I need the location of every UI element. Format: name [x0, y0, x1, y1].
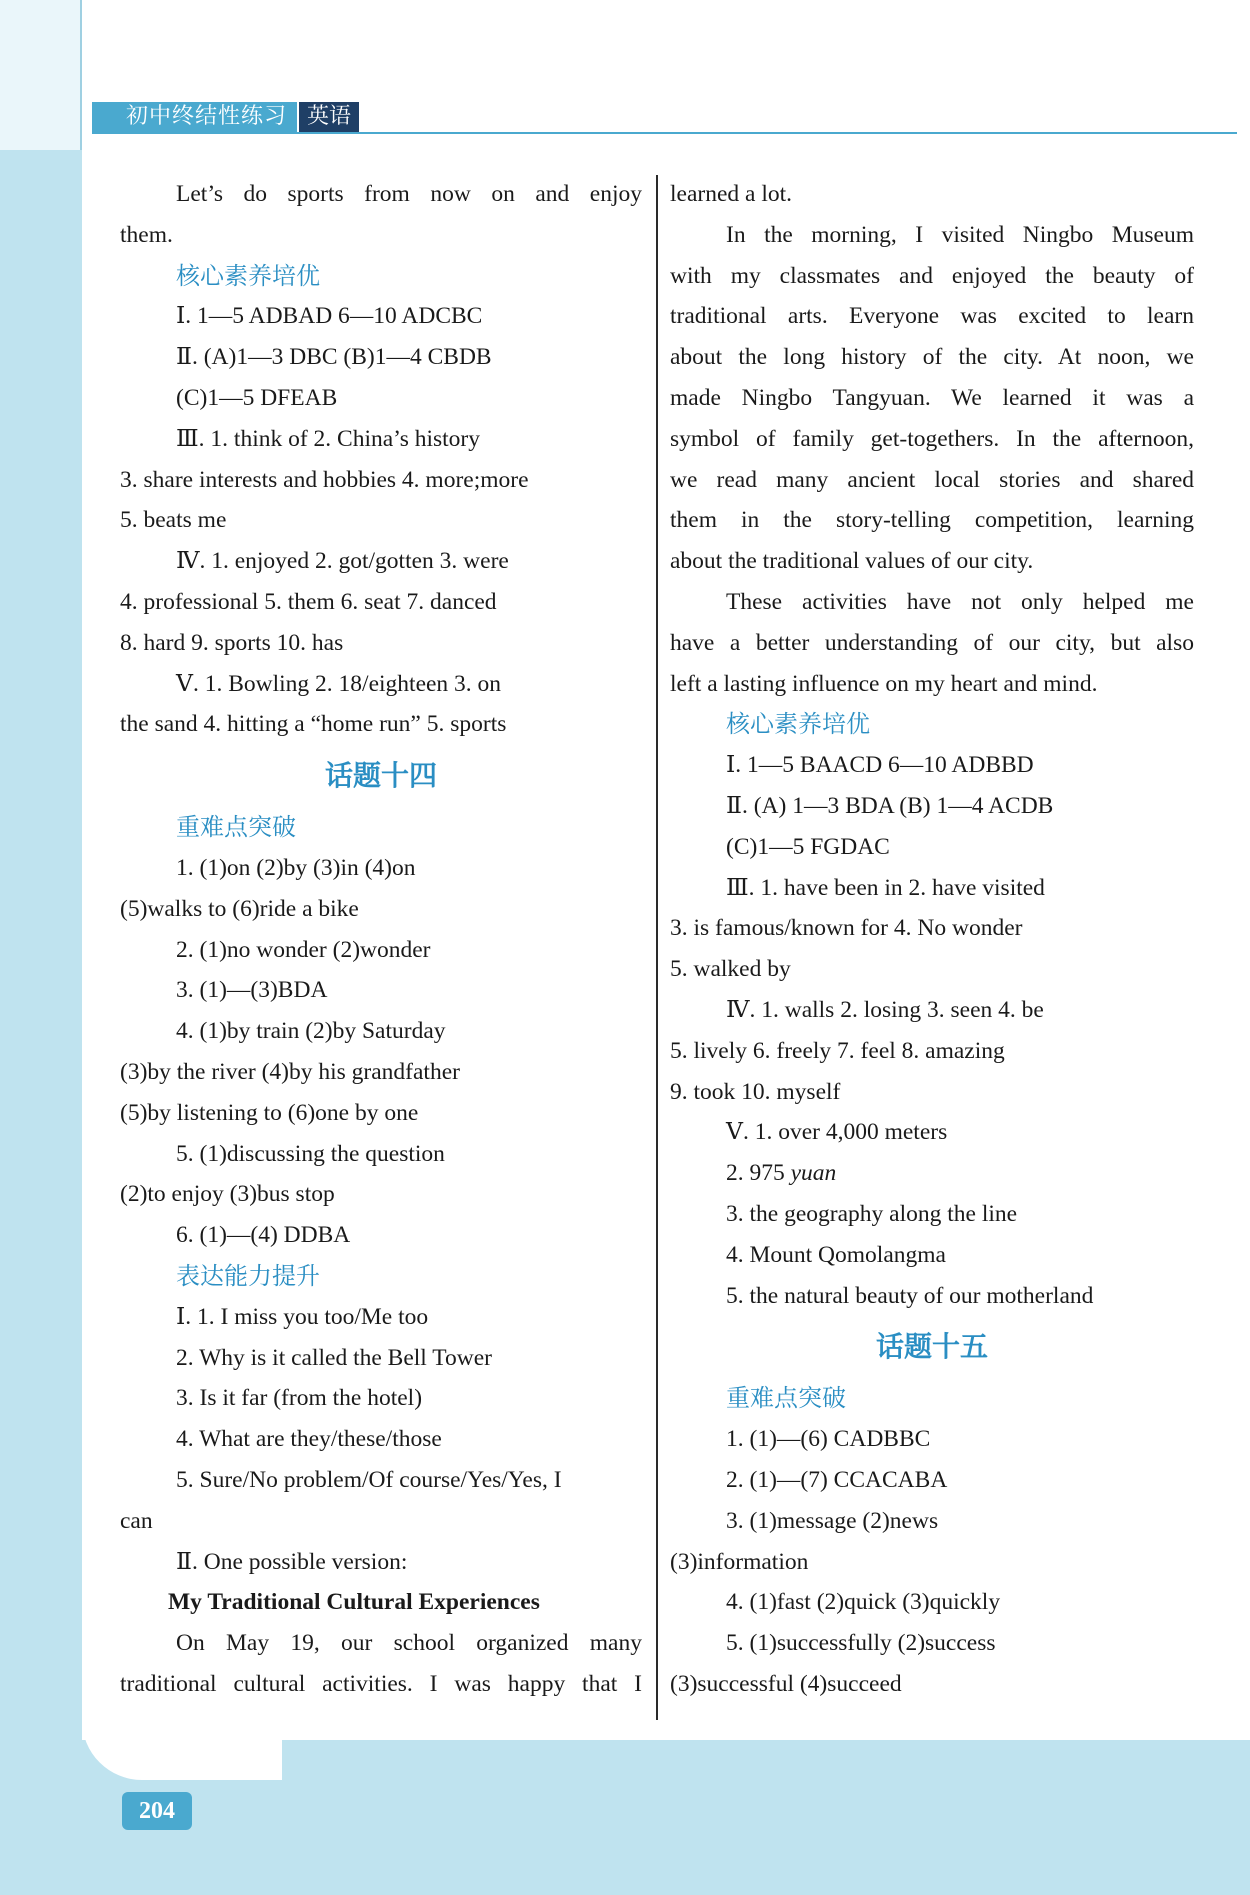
answer-line: 5. the natural beauty of our motherland [726, 1282, 1094, 1309]
answer-line: 4. (1)fast (2)quick (3)quickly [726, 1589, 1001, 1616]
left-margin-band [0, 150, 82, 1740]
answer-line: 5. beats me [120, 507, 227, 534]
answer-line: Ⅱ. (A) 1—3 BDA (B) 1—4 ACDB [726, 792, 1054, 819]
running-header [92, 102, 359, 132]
answer-line: 8. hard 9. sports 10. has [120, 629, 344, 656]
footer-corner [82, 1700, 282, 1780]
text-line: them. [120, 221, 173, 248]
answer-unit: yuan [790, 1160, 837, 1187]
essay-line: with my classmates and enjoyed the beauty of [670, 262, 1194, 289]
answer-line: (3)by the river (4)by his grandfather [120, 1058, 460, 1085]
answer-line: Ⅳ. 1. walls 2. losing 3. seen 4. be [726, 996, 1044, 1023]
answer-line: Ⅱ. One possible version: [176, 1548, 408, 1575]
answer-line: 5. (1)successfully (2)success [726, 1630, 996, 1657]
answer-line: 5. Sure/No problem/Of course/Yes/Yes, I [176, 1466, 562, 1493]
section-heading: 表达能力提升 [176, 1261, 320, 1290]
answer-line: 2. (1)no wonder (2)wonder [176, 936, 431, 963]
answer-line: 1. (1)—(6) CADBBC [726, 1426, 931, 1453]
answer-line: 3. Is it far (from the hotel) [176, 1385, 423, 1412]
header-series-title: 初中终结性练习 [92, 102, 297, 132]
answer-line: the sand 4. hitting a “home run” 5. sports [120, 711, 507, 738]
answer-line: can [120, 1507, 153, 1534]
essay-line: learned a lot. [670, 181, 793, 207]
left-margin-top [0, 0, 82, 150]
essay-line: made Ningbo Tangyuan. We learned it was a [670, 384, 1194, 411]
essay-title: My Traditional Cultural Experiences [168, 1589, 540, 1616]
answer-line: 3. (1)—(3)BDA [176, 977, 328, 1004]
answer-line: 2. (1)—(7) CCACABA [726, 1466, 948, 1493]
answer-line: Ⅰ. 1. I miss you too/Me too [176, 1303, 429, 1330]
answer-line: Ⅲ. 1. think of 2. China’s history [176, 425, 481, 452]
right-column [670, 174, 1194, 1705]
answer-line: (3)successful (4)succeed [670, 1670, 902, 1697]
section-heading: 核心素养培优 [726, 710, 870, 739]
essay-line: On May 19, our school organized many [176, 1630, 642, 1657]
answer-line: (2)to enjoy (3)bus stop [120, 1181, 335, 1208]
answer-line: 9. took 10. myself [670, 1078, 841, 1105]
answer-line [670, 1153, 1194, 1194]
answer-line: 5. walked by [670, 956, 791, 983]
answer-line: (C)1—5 FGDAC [726, 833, 890, 860]
answer-line: 6. (1)—(4) DDBA [176, 1222, 351, 1249]
essay-line: traditional arts. Everyone was excited to learn [670, 303, 1194, 330]
essay-line: them in the story-telling competition, learning [670, 507, 1194, 534]
answer-line: Ⅳ. 1. enjoyed 2. got/gotten 3. were [176, 548, 509, 575]
answer-number: 2. 975 [726, 1160, 785, 1187]
essay-line: left a lasting influence on my heart and mind. [670, 670, 1098, 697]
answer-line: 4. Mount Qomolangma [726, 1241, 946, 1268]
text-line: Let’s do sports from now on and enjoy [176, 181, 642, 207]
answer-line: 1. (1)on (2)by (3)in (4)on [176, 854, 416, 881]
column-divider [656, 175, 658, 1720]
essay-line: In the morning, I visited Ningbo Museum [726, 221, 1194, 248]
section-heading: 核心素养培优 [176, 261, 320, 290]
answer-line: Ⅱ. (A)1—3 DBC (B)1—4 CBDB [176, 344, 492, 371]
answer-line: Ⅴ. 1. Bowling 2. 18/eighteen 3. on [176, 670, 502, 697]
answer-line: Ⅲ. 1. have been in 2. have visited [726, 874, 1045, 901]
essay-line: These activities have not only helped me [726, 588, 1194, 615]
header-subject-tag: 英语 [299, 102, 359, 132]
answer-line: Ⅴ. 1. over 4,000 meters [726, 1119, 948, 1146]
answer-line: Ⅰ. 1—5 BAACD 6—10 ADBBD [726, 752, 1034, 779]
essay-line: traditional cultural activities. I was happy that I [120, 1670, 642, 1697]
header-rule [92, 132, 1237, 134]
answer-line: 3. share interests and hobbies 4. more;more [120, 466, 529, 493]
essay-line: about the long history of the city. At noon, we [670, 344, 1194, 371]
page-number: 204 [122, 1792, 192, 1830]
answer-line: (3)information [670, 1548, 809, 1575]
answer-line: 3. (1)message (2)news [726, 1507, 939, 1534]
essay-line: about the traditional values of our city. [670, 548, 1034, 575]
answer-line: (5)by listening to (6)one by one [120, 1099, 419, 1126]
answer-line: 3. the geography along the line [726, 1200, 1018, 1227]
section-heading: 重难点突破 [176, 813, 296, 842]
answer-line: 5. (1)discussing the question [176, 1140, 445, 1167]
answer-line: Ⅰ. 1—5 ADBAD 6—10 ADCBC [176, 303, 483, 330]
left-column [120, 174, 642, 1705]
answer-line: 5. lively 6. freely 7. feel 8. amazing [670, 1037, 1005, 1064]
essay-line: we read many ancient local stories and shared [670, 466, 1194, 493]
answer-line: 2. Why is it called the Bell Tower [176, 1344, 492, 1371]
left-margin-rule [80, 0, 82, 150]
answer-line: 4. What are they/these/those [176, 1426, 442, 1453]
topic-heading: 话题十五 [875, 1330, 988, 1364]
answer-line: 4. (1)by train (2)by Saturday [176, 1018, 446, 1045]
essay-line: have a better understanding of our city, but also [670, 629, 1194, 656]
answer-line: 3. is famous/known for 4. No wonder [670, 915, 1023, 942]
answer-line: (5)walks to (6)ride a bike [120, 895, 359, 922]
answer-line: 4. professional 5. them 6. seat 7. danced [120, 588, 497, 615]
topic-heading: 话题十四 [324, 759, 437, 793]
essay-line: symbol of family get-togethers. In the afternoon, [670, 425, 1194, 452]
section-heading: 重难点突破 [726, 1384, 846, 1413]
answer-line: (C)1—5 DFEAB [176, 384, 338, 411]
